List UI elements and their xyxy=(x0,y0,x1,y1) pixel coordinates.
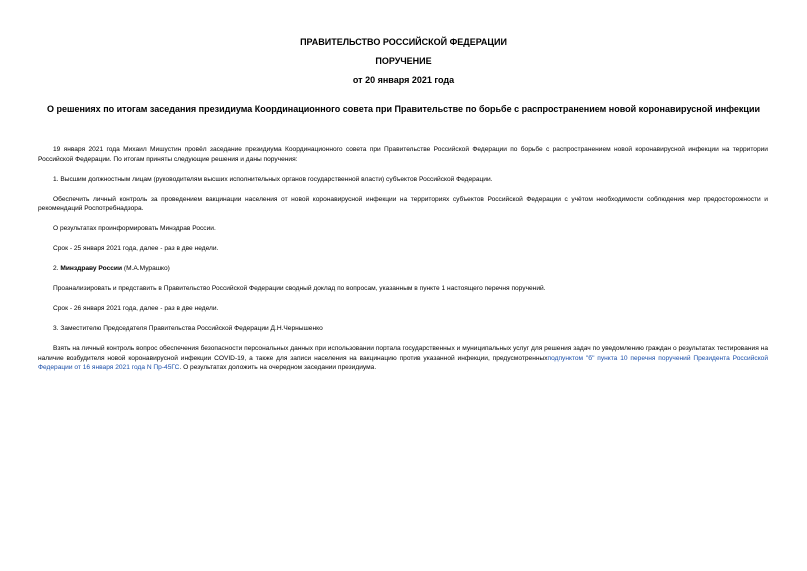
document-date: от 20 января 2021 года xyxy=(352,75,455,85)
item3-text-after: . О результатах доложить на очередном заседании президиума. xyxy=(179,364,377,371)
item2-title xyxy=(38,264,768,274)
item1-title: 1. Высшим должностным лицам (руководителям высших исполнительных органов государственной власти) субъектов Российской Федерации. xyxy=(53,175,493,183)
item3-text-before: Взять на личный контроль вопрос обеспечения безопасности персональных данных при использовании портала государственных и муниципальных услуг для решения задач по уведомлению граждан о результатах тестирования на наличие возбудителя новой коронавирусной инфекции COVID-19, а также для записи населения на вакцинацию против указанной инфекции, предусмотренных xyxy=(38,345,768,362)
item3-text xyxy=(38,344,768,373)
document-body xyxy=(38,145,768,383)
document-type-heading: ПОРУЧЕНИЕ xyxy=(375,56,432,66)
government-heading: ПРАВИТЕЛЬСТВО РОССИЙСКОЙ ФЕДЕРАЦИИ xyxy=(300,37,507,47)
president-order-link[interactable]: подпунктом "б" пункта 10 перечня поручений Президента Российской Федерации от 16 января 2021 года N Пр-45ГС xyxy=(38,354,768,371)
item2-person: (М.А.Мурашко) xyxy=(122,265,170,272)
item2-deadline: Срок - 26 января 2021 года, далее - раз в две недели. xyxy=(53,305,219,312)
document-title: О решениях по итогам заседания президиума Координационного совета при Правительстве по борьбе с распространением новой коронавирусной инфекции xyxy=(46,104,761,114)
item1-inform: О результатах проинформировать Минздрав России. xyxy=(53,225,216,232)
item1-text: Обеспечить личный контроль за проведением вакцинации населения от новой коронавирусной инфекции на территориях субъектов Российской Федерации с учётом необходимости соблюдения мер предосторожности и рекомендаций Роспотребнадзора. xyxy=(38,195,768,212)
item3-title: 3. Заместителю Председателя Правительства Российской Федерации Д.Н.Чернышенко xyxy=(53,325,323,332)
item2-organization: Минздраву России xyxy=(60,265,123,272)
item2-number: 2. xyxy=(53,265,61,272)
item1-deadline: Срок - 25 января 2021 года, далее - раз в две недели. xyxy=(53,245,219,252)
intro-paragraph: 19 января 2021 года Михаил Мишустин провёл заседание президиума Координационного совета при Правительстве Российской Федерации по борьбе с распространением новой коронавирусной инфекции на территории Российской Федерации. По итогам приняты следующие решения и даны поручения: xyxy=(38,146,768,163)
item2-text: Проанализировать и представить в Правительство Российской Федерации сводный доклад по вопросам, указанным в пункте 1 настоящего перечня поручений. xyxy=(53,285,546,292)
